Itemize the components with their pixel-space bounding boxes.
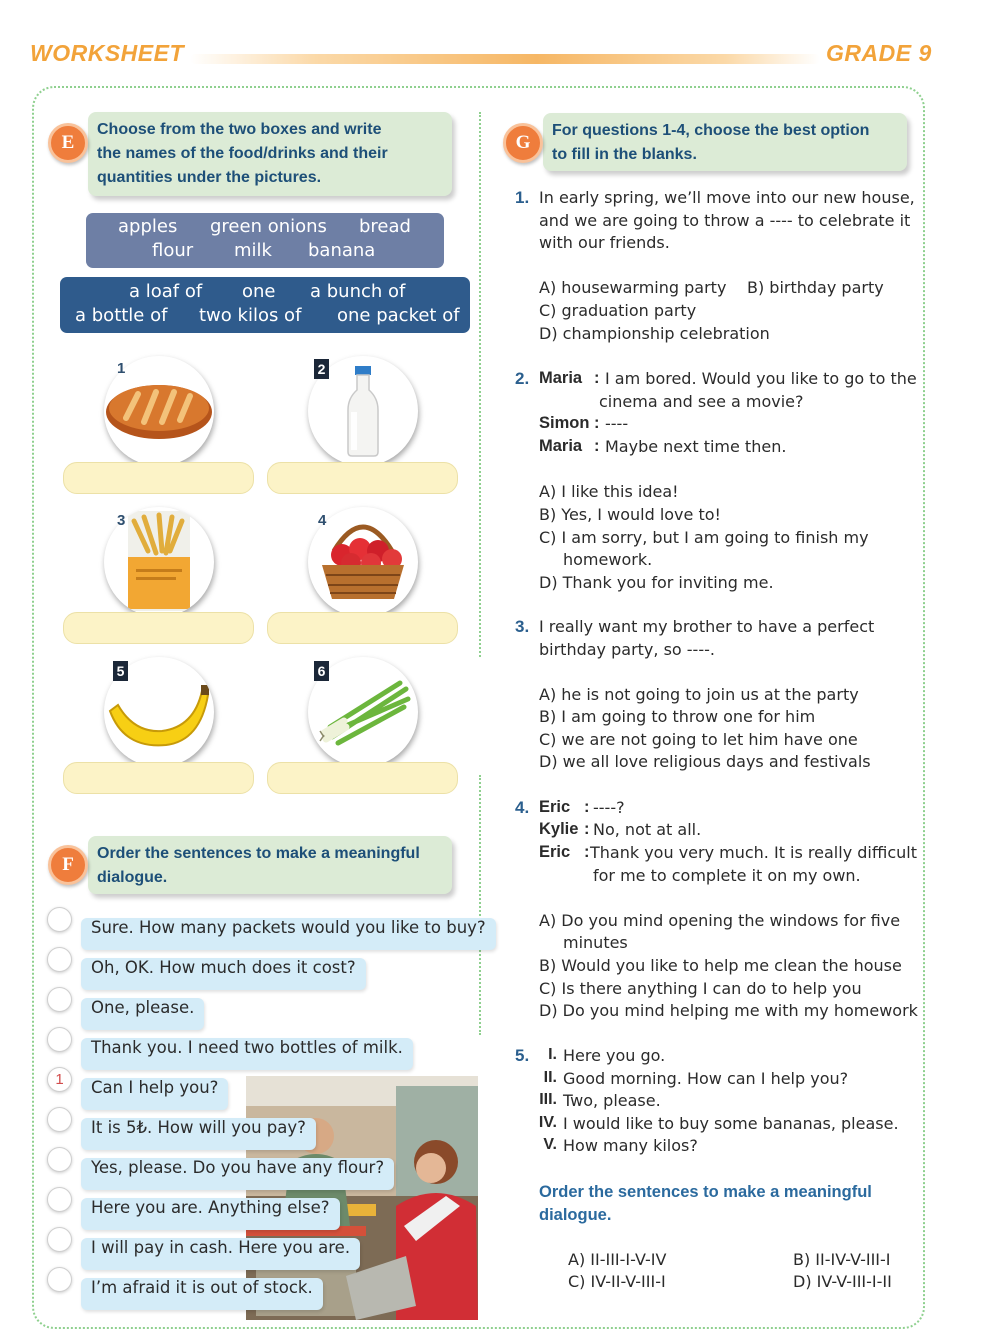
dialogue-line: for me to complete it on my own. <box>593 866 861 885</box>
instruction-line: Order the sentences to make a meaningful <box>97 845 420 862</box>
order-circle[interactable] <box>47 987 72 1012</box>
answer-option[interactable]: D) we all love religious days and festivals <box>539 752 871 771</box>
answer-option[interactable]: D) Thank you for inviting me. <box>539 573 774 592</box>
order-circle[interactable] <box>47 907 72 932</box>
question-number: 4. <box>515 798 530 817</box>
answer-option[interactable]: A) I like this idea! <box>539 482 679 501</box>
word-one: one <box>242 281 276 302</box>
instruction-line: dialogue. <box>539 1206 612 1224</box>
speaker-separator: : <box>584 843 590 861</box>
dialogue-line: No, not at all. <box>593 820 702 839</box>
section-g-instruction <box>543 113 907 171</box>
dialogue-sentence: Sure. How many packets would you like to buy? <box>81 918 496 950</box>
answer-option[interactable]: B) II-IV-V-III-I <box>793 1250 891 1269</box>
word-banana: banana <box>308 240 376 261</box>
dialogue-line: Two, please. <box>563 1091 661 1110</box>
dialogue-line: ---- <box>605 414 629 433</box>
picture-number: 1 <box>117 360 126 377</box>
dialogue-line: ----? <box>593 798 625 817</box>
answer-option[interactable]: C) Is there anything I can do to help you <box>539 979 862 998</box>
question-number: 1. <box>515 188 530 207</box>
answer-option[interactable]: A) he is not going to join us at the party <box>539 685 859 704</box>
dialogue-sentence: Yes, please. Do you have any flour? <box>81 1158 394 1190</box>
answer-option[interactable]: A) II-III-I-V-IV <box>568 1250 667 1269</box>
answer-option[interactable]: D) Do you mind helping me with my homework <box>539 1001 918 1020</box>
instruction-line: to fill in the blanks. <box>552 146 697 163</box>
answer-option[interactable]: D) IV-V-III-I-II <box>793 1272 892 1291</box>
word-flour: flour <box>152 240 194 261</box>
word-a-loaf-of: a loaf of <box>129 281 203 302</box>
word-milk: milk <box>234 240 272 261</box>
question-text: In early spring, we’ll move into our new house, <box>539 188 915 207</box>
column-divider <box>479 775 481 1035</box>
dialogue-line: I would like to buy some bananas, please. <box>563 1114 899 1133</box>
question-text: with our friends. <box>539 233 670 252</box>
dialogue-line: I am bored. Would you like to go to the <box>605 369 917 388</box>
instruction-line: Order the sentences to make a meaningful <box>539 1183 872 1201</box>
speaker-name: Simon <box>539 414 590 432</box>
question-text: birthday party, so ----. <box>539 640 715 659</box>
section-e-instruction <box>88 112 452 196</box>
section-f-instruction <box>88 836 452 894</box>
word-two-kilos-of: two kilos of <box>199 305 302 326</box>
answer-option-continued: minutes <box>563 933 628 952</box>
speaker-name: Maria <box>539 369 583 387</box>
word-bread: bread <box>359 216 411 237</box>
dialogue-line: How many kilos? <box>563 1136 698 1155</box>
dialogue-sentence: It is 5₺. How will you pay? <box>81 1118 316 1150</box>
answer-option[interactable]: C) we are not going to let him have one <box>539 730 858 749</box>
roman-numeral: I. <box>548 1046 557 1063</box>
answer-option[interactable]: D) championship celebration <box>539 324 770 343</box>
speaker-separator: : <box>594 437 600 455</box>
word-a-bunch-of: a bunch of <box>310 281 406 302</box>
instruction-line: Choose from the two boxes and write <box>97 121 382 138</box>
dialogue-line: Maybe next time then. <box>605 437 787 456</box>
dialogue-line: Good morning. How can I help you? <box>563 1069 849 1088</box>
question-text: I really want my brother to have a perfect <box>539 617 875 636</box>
order-circle[interactable] <box>47 1267 72 1292</box>
question-number: 3. <box>515 617 530 636</box>
answer-option[interactable]: A) housewarming party <box>539 278 727 297</box>
picture-number: 5 <box>113 661 128 681</box>
question-number: 2. <box>515 369 530 388</box>
answer-option[interactable]: B) I am going to throw one for him <box>539 707 816 726</box>
answer-field-1[interactable] <box>63 462 254 494</box>
section-e-badge: E <box>48 123 88 163</box>
speaker-name: Kylie <box>539 820 579 838</box>
q5-instruction <box>539 1181 872 1227</box>
section-f-badge: F <box>48 845 88 885</box>
word-a-bottle-of: a bottle of <box>75 305 168 326</box>
roman-numeral: V. <box>543 1136 557 1153</box>
speaker-name: Eric <box>539 798 571 816</box>
order-circle[interactable] <box>47 1107 72 1132</box>
order-circle[interactable] <box>47 947 72 972</box>
order-circle[interactable] <box>47 1147 72 1172</box>
dialogue-sentence: I’m afraid it is out of stock. <box>81 1278 323 1310</box>
answer-option[interactable]: B) birthday party <box>747 278 884 297</box>
instruction-line: the names of the food/drinks and their <box>97 145 388 162</box>
answer-option-continued: homework. <box>563 550 653 569</box>
answer-option[interactable]: B) Yes, I would love to! <box>539 505 721 524</box>
answer-option[interactable]: C) graduation party <box>539 301 697 320</box>
speaker-separator: : <box>584 820 590 838</box>
word-one-packet-of: one packet of <box>337 305 460 326</box>
answer-option[interactable]: C) I am sorry, but I am going to finish my <box>539 528 869 547</box>
speaker-name: Eric <box>539 843 571 861</box>
dialogue-sentence: I will pay in cash. Here you are. <box>81 1238 360 1270</box>
answer-field-2[interactable] <box>267 462 458 494</box>
quantity-word-box <box>60 277 470 333</box>
speaker-separator: : <box>594 369 600 387</box>
speaker-name: Maria <box>539 437 583 455</box>
instruction-line: dialogue. <box>97 869 168 886</box>
order-circle[interactable]: 1 <box>47 1067 72 1092</box>
food-word-box <box>86 213 444 268</box>
section-g-badge: G <box>503 123 543 163</box>
word-green-onions: green onions <box>210 216 327 237</box>
column-divider <box>479 112 481 657</box>
worksheet-title: WORKSHEET <box>30 40 184 66</box>
roman-numeral: IV. <box>538 1114 557 1131</box>
answer-field-3[interactable] <box>63 612 254 644</box>
order-circle[interactable] <box>47 1187 72 1212</box>
answer-option[interactable]: B) Would you like to help me clean the house <box>539 956 902 975</box>
roman-numeral: II. <box>543 1069 557 1086</box>
answer-field-5[interactable] <box>63 762 254 794</box>
order-circle[interactable] <box>47 1027 72 1052</box>
question-text: and we are going to throw a ---- to celebrate it <box>539 211 911 230</box>
picture-number: 4 <box>318 512 327 529</box>
dialogue-line: Thank you very much. It is really difficult <box>590 843 917 862</box>
speaker-separator: : <box>584 798 590 816</box>
answer-option[interactable]: C) IV-II-V-III-I <box>568 1272 666 1291</box>
answer-option[interactable]: A) Do you mind opening the windows for five <box>539 911 901 930</box>
speaker-separator: : <box>594 414 600 432</box>
instruction-line: For questions 1-4, choose the best option <box>552 122 870 139</box>
grade-title: GRADE 9 <box>826 40 932 66</box>
dialogue-sentence: Thank you. I need two bottles of milk. <box>81 1038 413 1070</box>
roman-numeral: III. <box>539 1091 557 1108</box>
instruction-line: quantities under the pictures. <box>97 169 322 186</box>
dialogue-sentence: Here you are. Anything else? <box>81 1198 340 1230</box>
answer-field-4[interactable] <box>267 612 458 644</box>
picture-number: 6 <box>314 661 329 681</box>
dialogue-line: Here you go. <box>563 1046 666 1065</box>
picture-number: 2 <box>314 359 329 379</box>
dialogue-sentence: Can I help you? <box>81 1078 228 1110</box>
dialogue-sentence: Oh, OK. How much does it cost? <box>81 958 366 990</box>
dialogue-line: cinema and see a movie? <box>599 392 804 411</box>
answer-field-6[interactable] <box>267 762 458 794</box>
dialogue-sentence: One, please. <box>81 998 204 1030</box>
header-decoration-bar <box>190 54 820 64</box>
order-circle[interactable] <box>47 1227 72 1252</box>
word-apples: apples <box>118 216 178 237</box>
question-number: 5. <box>515 1046 530 1065</box>
picture-number: 3 <box>117 512 126 529</box>
